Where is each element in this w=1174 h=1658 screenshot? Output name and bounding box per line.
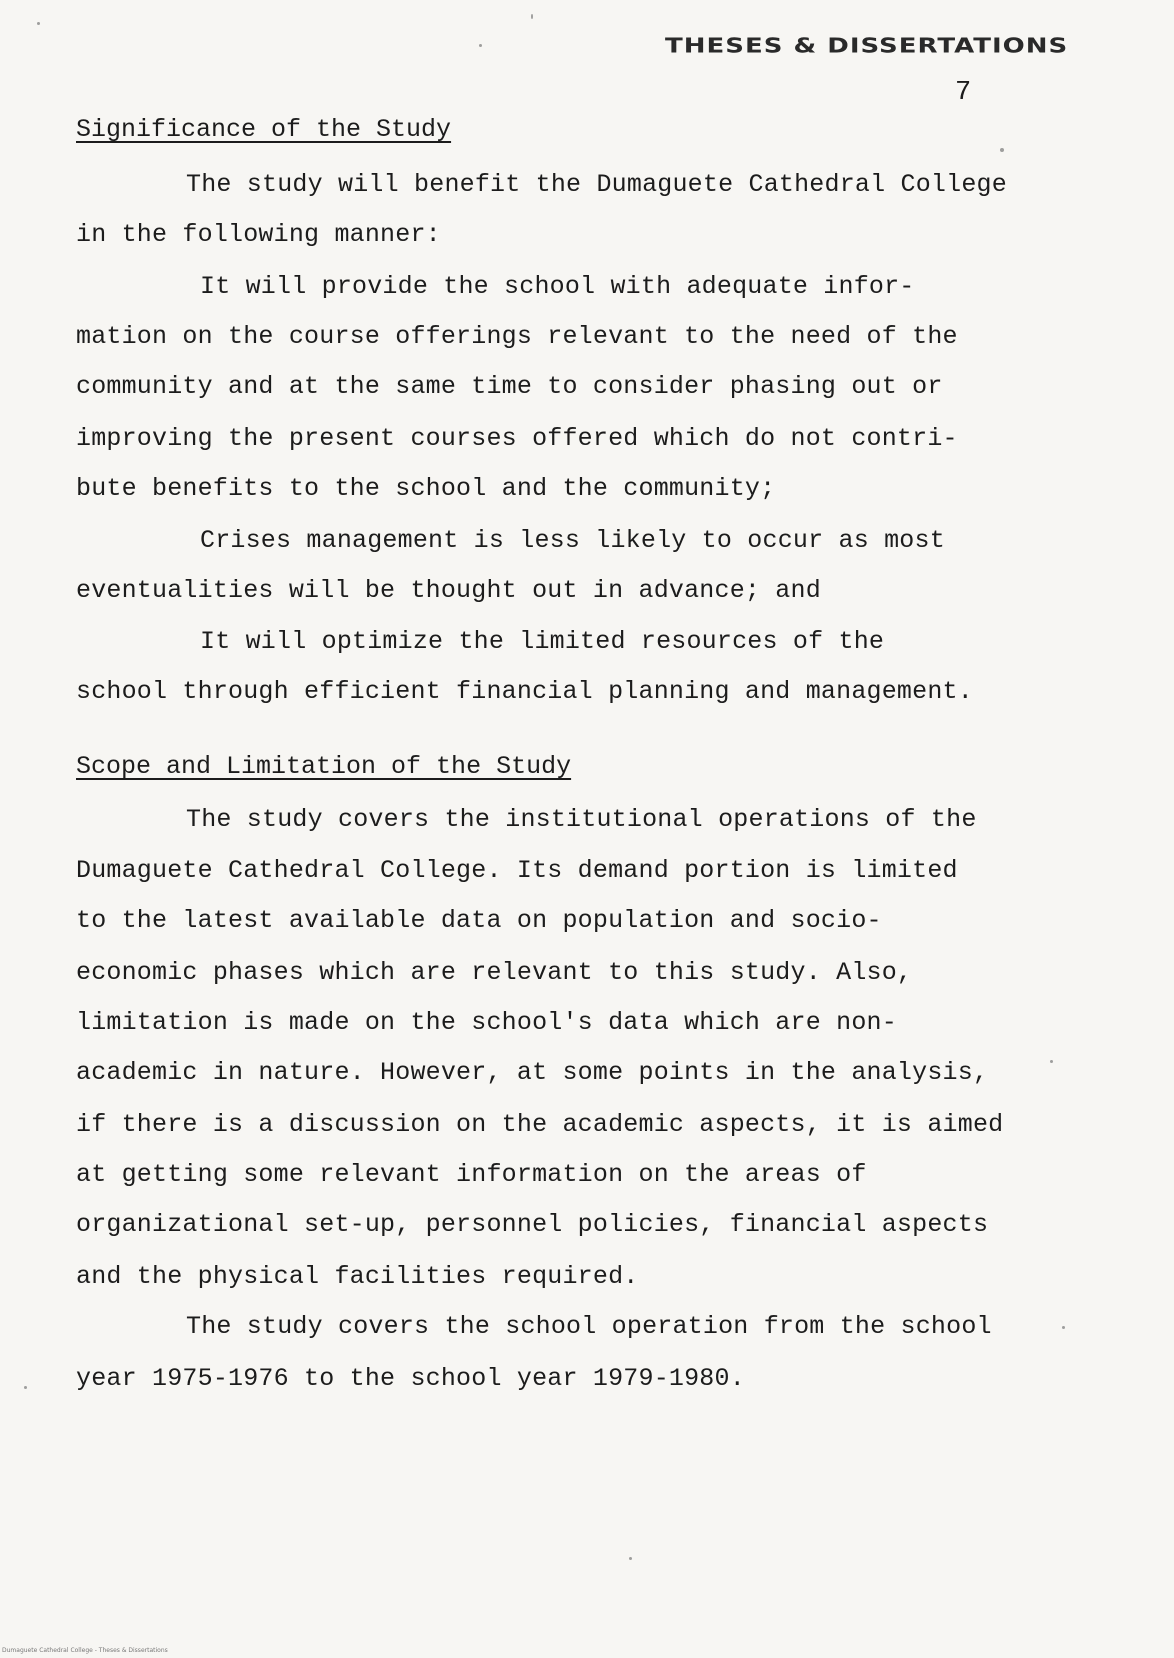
paragraph-line: eventualities will be thought out in advance; and	[76, 576, 821, 605]
theses-dissertations-stamp: THESES & DISSERTATIONS	[665, 34, 1069, 58]
paragraph-line: The study will benefit the Dumaguete Cathedral College	[186, 170, 1007, 199]
paragraph-line: limitation is made on the school's data which are non-	[76, 1008, 897, 1037]
scan-footer: Dumaguete Cathedral College - Theses & Dissertations	[2, 1647, 168, 1654]
scan-speck	[37, 22, 40, 25]
paragraph-line: improving the present courses offered which do not contri-	[76, 424, 958, 453]
scan-speck	[1062, 1326, 1065, 1329]
paragraph-line: at getting some relevant information on the areas of	[76, 1160, 867, 1189]
paragraph-line: if there is a discussion on the academic aspects, it is aimed	[76, 1110, 1004, 1139]
paragraph-line: mation on the course offerings relevant to the need of the	[76, 322, 958, 351]
paragraph-line: organizational set-up, personnel policies, financial aspects	[76, 1210, 989, 1239]
paragraph-line: Crises management is less likely to occur as most	[200, 526, 945, 555]
paragraph-line: economic phases which are relevant to this study. Also,	[76, 958, 913, 987]
paragraph-line: in the following manner:	[76, 220, 441, 249]
paragraph-line: It will provide the school with adequate infor-	[200, 272, 915, 301]
paragraph-line: It will optimize the limited resources of the	[200, 627, 885, 656]
page-number: 7	[955, 78, 972, 108]
section-heading-significance: Significance of the Study	[76, 115, 452, 144]
section-heading-scope: Scope and Limitation of the Study	[76, 752, 572, 781]
paragraph-line: bute benefits to the school and the community;	[76, 474, 776, 503]
paragraph-line: The study covers the institutional operations of the	[186, 805, 977, 834]
scan-speck	[1050, 1060, 1053, 1063]
scan-speck	[24, 1386, 27, 1389]
scan-speck	[479, 44, 482, 47]
paragraph-line: and the physical facilities required.	[76, 1262, 639, 1291]
paragraph-line: academic in nature. However, at some points in the analysis,	[76, 1058, 989, 1087]
paragraph-line: school through efficient financial planning and management.	[76, 677, 973, 706]
scan-speck	[531, 14, 533, 19]
paragraph-line: The study covers the school operation from the school	[186, 1312, 992, 1341]
scan-speck	[1000, 148, 1004, 152]
paragraph-line: year 1975-1976 to the school year 1979-1980.	[76, 1364, 745, 1393]
paragraph-line: Dumaguete Cathedral College. Its demand portion is limited	[76, 856, 958, 885]
scan-speck	[629, 1557, 632, 1560]
paragraph-line: to the latest available data on population and socio-	[76, 906, 882, 935]
paragraph-line: community and at the same time to consider phasing out or	[76, 372, 943, 401]
